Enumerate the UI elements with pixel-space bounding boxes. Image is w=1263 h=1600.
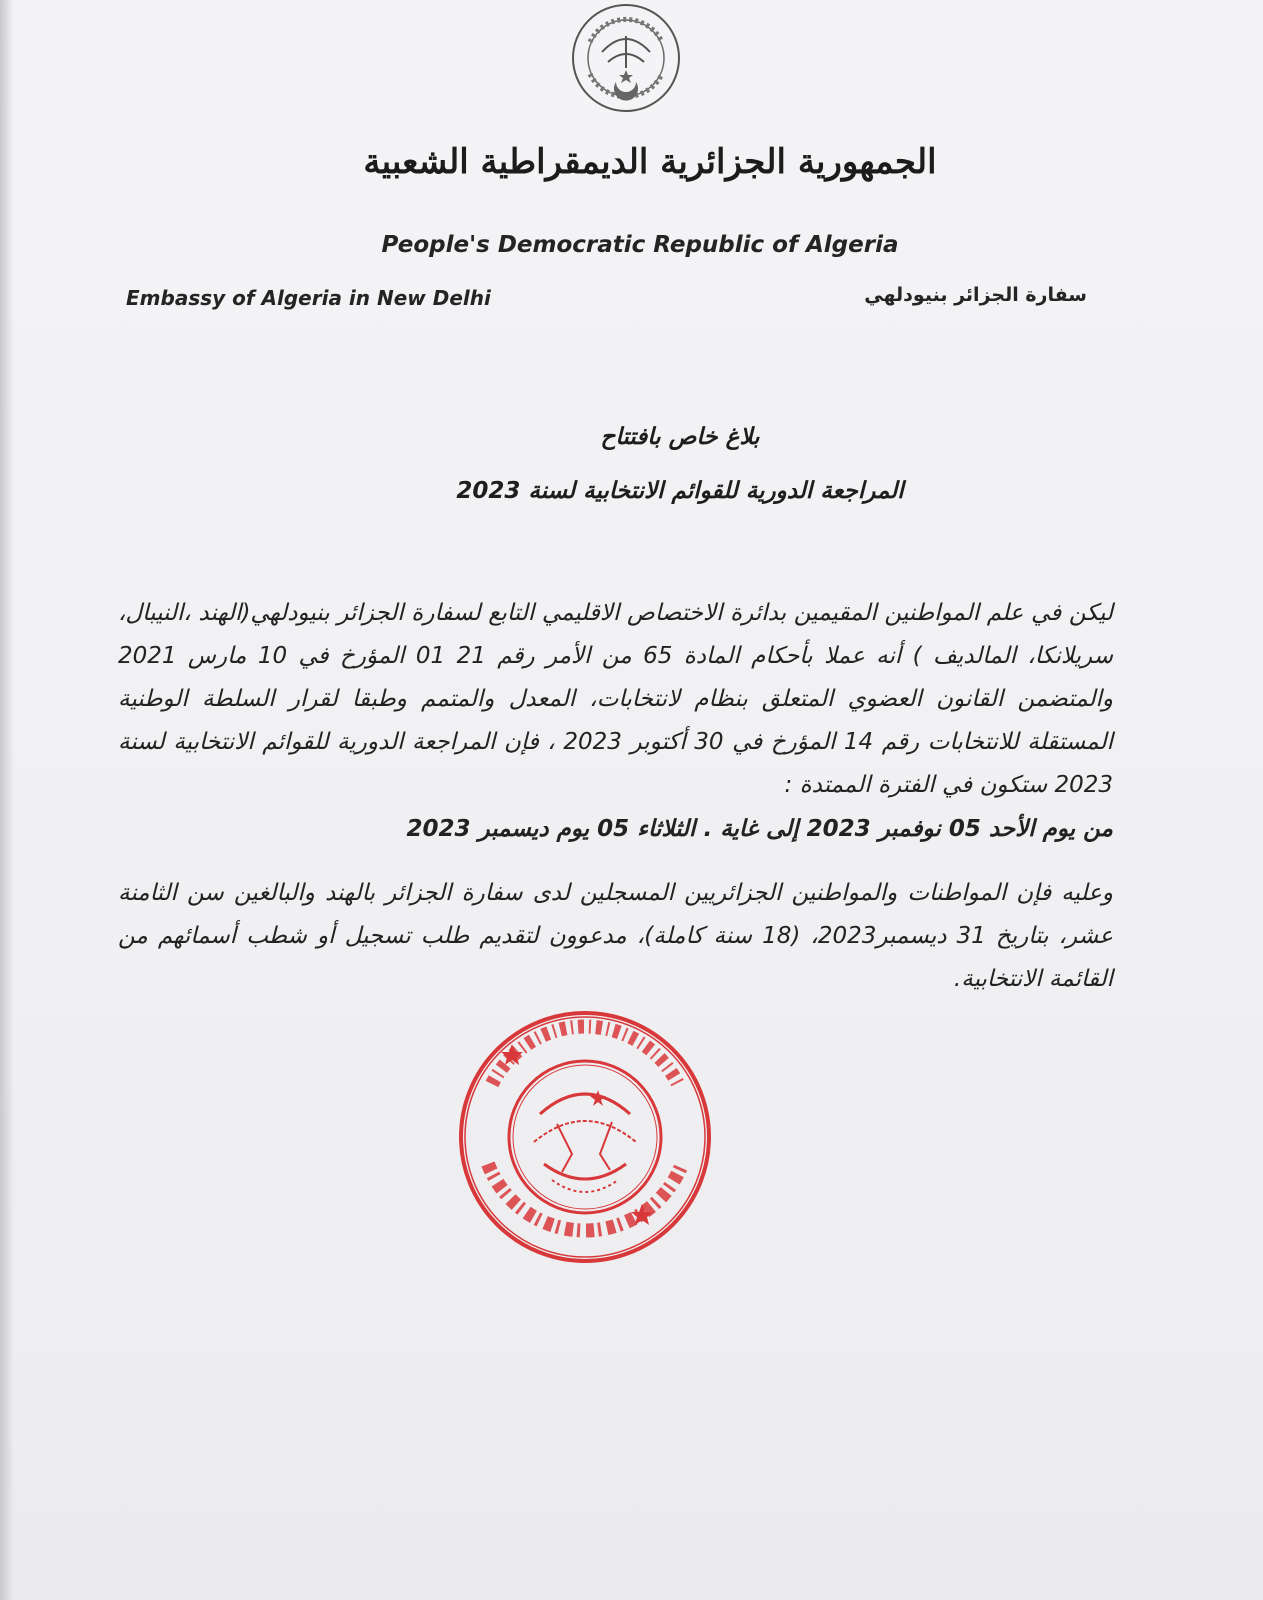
notice-paragraph-1: ليكن في علم المواطنين المقيمين بدائرة الاختصاص الاقليمي التابع لسفارة الجزائر بنيودلهي(الهند ،النيبال، سريلانكا، المالديف ) أنه عملا بأحكام المادة 65 من الأمر رقم 21 01 المؤرخ في 10 مارس 2021 والمتضمن القانون العضوي المتعلق بنظام لانتخابات، المعدل والمتمم وطبقا لقرار السلطة الوطنية المستقلة للانتخابات رقم 14 المؤرخ في 30 أكتوبر 2023 ، فإن المراجعة الدورية للقوائم الانتخابية لسنة 2023 ستكون في الفترة الممتدة : bbox=[118, 600, 1114, 798]
embassy-seal-stamp-icon bbox=[452, 1004, 718, 1270]
notice-paragraph-2: وعليه فإن المواطنات والمواطنين الجزائريين المسجلين لدى سفارة الجزائر بالهند والبالغين سن الثامنة عشر، بتاريخ 31 ديسمبر2023، (18 سنة كاملة)، مدعوون لتقديم طلب تسجيل أو شطب أسمائهم من القائمة الانتخابية. bbox=[118, 880, 1113, 992]
notice-title-line2: المراجعة الدورية للقوائم الانتخابية لسنة 2023 bbox=[456, 478, 904, 504]
country-name-arabic: الجمهورية الجزائرية الديمقراطية الشعبية bbox=[363, 142, 937, 182]
algeria-emblem-icon bbox=[568, 2, 684, 114]
notice-period: من يوم الأحد 05 نوفمبر 2023 إلى غاية . الثلاثاء 05 يوم ديسمبر 2023 bbox=[406, 816, 1113, 842]
notice-title-line1: بلاغ خاص بافتتاح bbox=[600, 424, 760, 450]
country-name-english: People's Democratic Republic of Algeria bbox=[381, 232, 899, 258]
embassy-name-english: Embassy of Algeria in New Delhi bbox=[126, 286, 491, 310]
embassy-name-arabic: سفارة الجزائر بنيودلهي bbox=[864, 284, 1087, 306]
